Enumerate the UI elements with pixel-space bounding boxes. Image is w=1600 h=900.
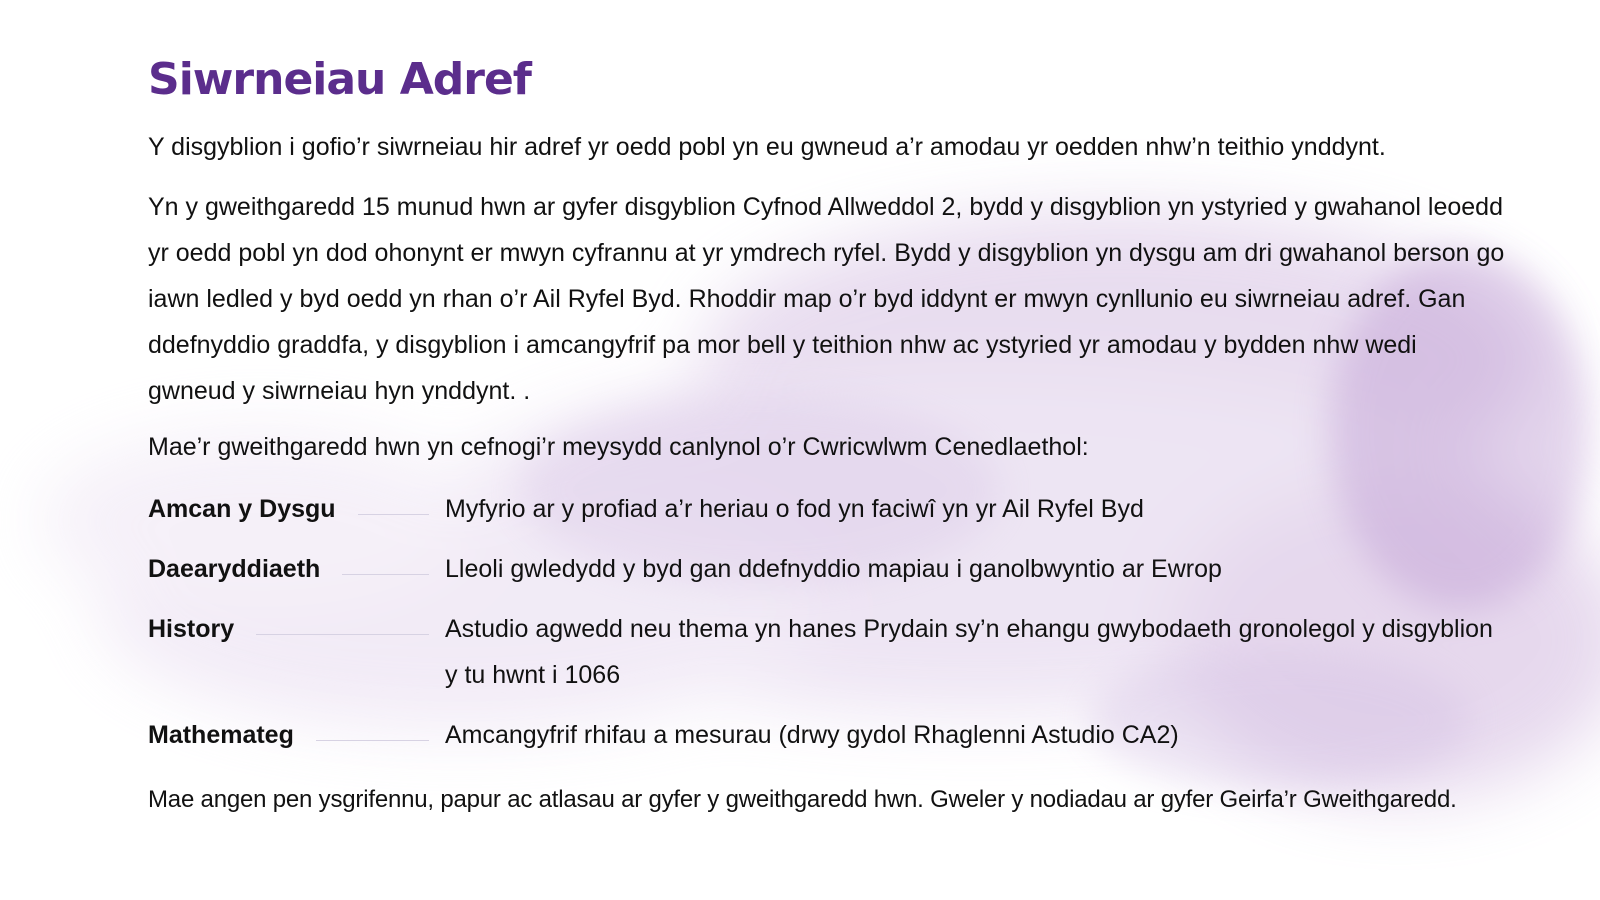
curriculum-row-value: Myfyrio ar y profiad a’r heriau o fod yn faciwî yn yr Ail Ryfel Byd [445,495,1144,523]
curriculum-row-label: Amcan y Dysgu [148,495,336,523]
curriculum-row-label: History [148,615,235,643]
curriculum-table [148,486,1508,758]
curriculum-row-value: Lleoli gwledydd y byd gan ddefnyddio mapiau i ganolbwyntio ar Ewrop [445,555,1222,583]
divider-line [358,514,429,515]
divider-line [316,740,429,741]
curriculum-row-label: Mathemateg [148,721,294,749]
curriculum-row-value: Astudio agwedd neu thema yn hanes Prydain sy’n ehangu gwybodaeth gronolegol y disgyblion y tu hwnt i 1066 [445,615,1493,689]
curriculum-row-daearyddiaeth [148,546,1508,592]
divider-line [256,634,429,635]
curriculum-row-left [148,712,445,758]
curriculum-row-mathemateg [148,712,1508,758]
footer-note: Mae angen pen ysgrifennu, papur ac atlasau ar gyfer y gweithgaredd hwn. Gweler y nodiadau ar gyfer Geirfa’r Gweithgaredd. [148,786,1457,813]
curriculum-row-left [148,546,445,592]
curriculum-intro: Mae’r gweithgaredd hwn yn cefnogi’r meysydd canlynol o’r Cwricwlwm Cenedlaethol: [148,433,1089,461]
intro-paragraph: Y disgyblion i gofio’r siwrneiau hir adref yr oedd pobl yn eu gwneud a’r amodau yr oedden nhw’n teithio ynddynt. [148,133,1386,161]
page-title: Siwrneiau Adref [148,54,531,105]
body-paragraph: Yn y gweithgaredd 15 munud hwn ar gyfer disgyblion Cyfnod Allweddol 2, bydd y disgyblion yn ystyried y gwahanol leoedd yr oedd pobl yn dod ohonynt er mwyn cyfrannu at yr ymdrech ryfel. Bydd y disgyblion yn dysgu am dri gwahanol berson go iawn ledled y byd oedd yn rhan o’r Ail Ryfel Byd. Rhoddir map o’r byd iddynt er mwyn cynllunio eu siwrneiau adref. Gan ddefnyddio graddfa, y disgyblion i amcangyfrif pa mor bell y teithion nhw ac ystyried yr amodau y bydden nhw wedi gwneud y siwrneiau hyn ynddynt. . [148,193,1505,405]
curriculum-row-amcan-y-dysgu [148,486,1508,532]
curriculum-row-history [148,606,1508,698]
curriculum-row-left [148,606,445,652]
divider-line [342,574,429,575]
curriculum-row-left [148,486,445,532]
curriculum-row-label: Daearyddiaeth [148,555,321,583]
curriculum-row-value: Amcangyfrif rhifau a mesurau (drwy gydol Rhaglenni Astudio CA2) [445,721,1179,749]
document-page [148,50,1508,820]
